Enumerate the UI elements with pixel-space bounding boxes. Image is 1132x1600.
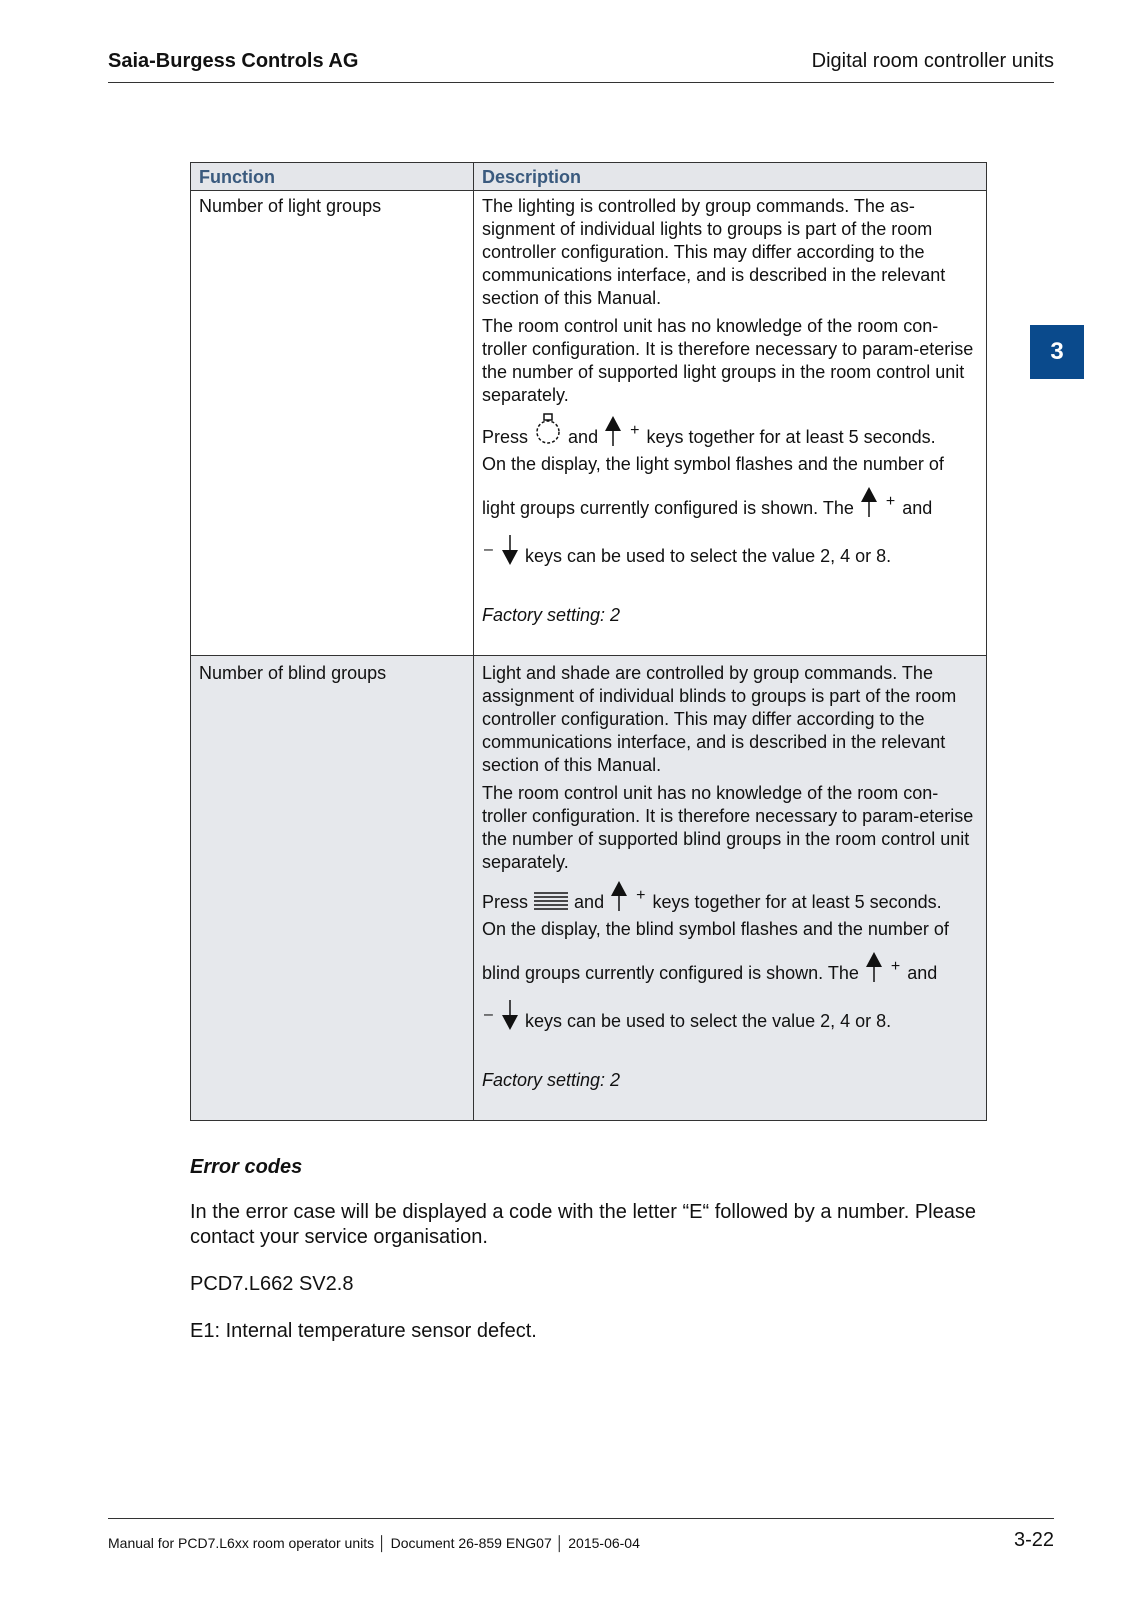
arrow-up-icon bbox=[864, 951, 884, 989]
minus-sign: – bbox=[484, 541, 493, 558]
configured-line bbox=[482, 486, 978, 524]
factory-setting: Factory setting: 2 bbox=[482, 1070, 621, 1090]
key-instruction-line bbox=[482, 880, 978, 918]
arrow-up-icon bbox=[609, 880, 629, 918]
select-text: keys can be used to select the value 2, 4 or 8. bbox=[524, 546, 892, 566]
select-text: keys can be used to select the value 2, 4 or 8. bbox=[524, 1011, 892, 1031]
keys-together-text: keys together for at least 5 seconds. bbox=[646, 427, 936, 447]
description-paragraph: Light and shade are controlled by group commands. The assignment of individual blinds to groups is part of the room controller configuration. This may differ according to the communications interface, and is described in the relevant section of this Manual. bbox=[482, 663, 957, 775]
press-text: Press bbox=[482, 892, 529, 912]
press-text: Press bbox=[482, 427, 529, 447]
description-cell bbox=[474, 191, 987, 656]
error-paragraph: E1: Internal temperature sensor defect. bbox=[190, 1320, 537, 1342]
description-cell bbox=[474, 656, 987, 1121]
description-paragraph: The lighting is controlled by group commands. The as-signment of individual lights to groups is part of the room controller configuration. This may differ according to the communications interface, and is described in the relevant section of this Manual. bbox=[482, 196, 946, 308]
page-footer bbox=[108, 1518, 1054, 1559]
function-cell: Number of light groups bbox=[191, 191, 474, 656]
select-line bbox=[482, 534, 978, 572]
document-title: Digital room controller units bbox=[811, 50, 1054, 72]
arrow-up-icon bbox=[859, 486, 879, 524]
company-name: Saia-Burgess Controls AG bbox=[108, 50, 359, 72]
column-header-function: Function bbox=[191, 163, 474, 191]
select-line bbox=[482, 999, 978, 1037]
chapter-tab: 3 bbox=[1030, 325, 1084, 379]
plus-sign: + bbox=[885, 493, 896, 510]
minus-sign: – bbox=[484, 1006, 493, 1023]
light-bulb-icon bbox=[533, 413, 563, 453]
arrow-down-icon bbox=[500, 534, 520, 572]
error-paragraph: PCD7.L662 SV2.8 bbox=[190, 1273, 354, 1295]
key-instruction-line bbox=[482, 413, 978, 453]
display-line: On the display, the light symbol flashes and the number of bbox=[482, 454, 944, 474]
keys-together-text: keys together for at least 5 seconds. bbox=[652, 892, 942, 912]
blind-lines-icon bbox=[533, 890, 569, 918]
arrow-down-icon bbox=[500, 999, 520, 1037]
function-cell: Number of blind groups bbox=[191, 656, 474, 1121]
table-row bbox=[191, 191, 987, 656]
description-paragraph: The room control unit has no knowledge of the room con-troller configuration. It is therefore necessary to param-eterise the number of supported blind groups in the room control unit separately. bbox=[482, 783, 974, 872]
configured-line bbox=[482, 951, 978, 989]
page-number: 3-22 bbox=[1013, 1529, 1054, 1551]
and-text: and bbox=[907, 963, 938, 983]
arrow-up-icon bbox=[603, 415, 623, 453]
column-header-description: Description bbox=[474, 163, 987, 191]
and-text: and bbox=[902, 498, 933, 518]
error-codes-heading: Error codes bbox=[190, 1156, 303, 1178]
plus-sign: + bbox=[636, 887, 646, 904]
error-codes-body bbox=[190, 1200, 1030, 1366]
description-paragraph: The room control unit has no knowledge of the room con-troller configuration. It is therefore necessary to param-eterise the number of supported light groups in the room control unit separately. bbox=[482, 316, 974, 405]
configured-text: blind groups currently configured is shown. The bbox=[482, 963, 859, 983]
error-paragraph: In the error case will be displayed a code with the letter “E“ followed by a number. Please contact your service organisation. bbox=[190, 1201, 976, 1248]
factory-setting: Factory setting: 2 bbox=[482, 605, 621, 625]
configured-text: light groups currently configured is shown. The bbox=[482, 498, 854, 518]
table-row bbox=[191, 656, 987, 1121]
plus-sign: + bbox=[890, 958, 901, 975]
function-table bbox=[190, 162, 987, 1121]
table-header-row bbox=[191, 163, 987, 191]
and-text: and bbox=[568, 427, 599, 447]
and-text: and bbox=[574, 892, 605, 912]
display-line: On the display, the blind symbol flashes and the number of bbox=[482, 919, 949, 939]
page-header bbox=[108, 48, 1054, 83]
plus-sign: + bbox=[630, 422, 640, 439]
footer-info: Manual for PCD7.L6xx room operator units │ Document 26-859 ENG07 │ 2015-06-04 bbox=[108, 1535, 640, 1551]
